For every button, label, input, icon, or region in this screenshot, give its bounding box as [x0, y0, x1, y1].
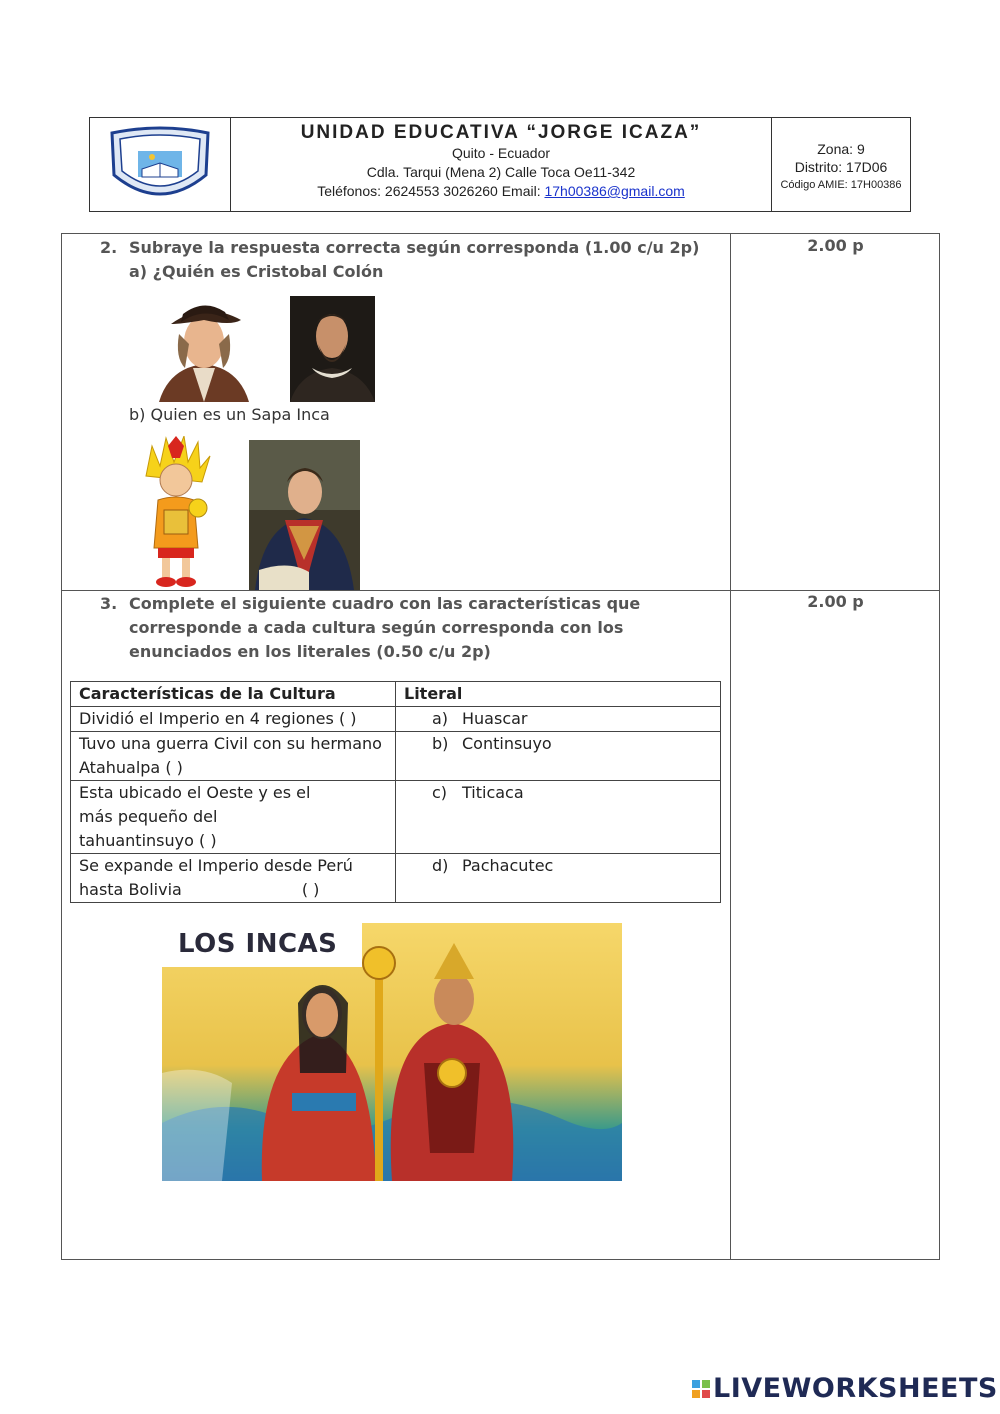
literal-cell	[396, 854, 721, 903]
characteristic-cell[interactable]: Esta ubicado el Oeste y es el más pequeño del tahuantinsuyo ( )	[71, 781, 396, 854]
school-city: Quito - Ecuador	[451, 145, 551, 161]
liveworksheets-brand: LIVEWORKSHEETS	[713, 1373, 998, 1404]
header-characteristics: Características de la Cultura	[71, 682, 396, 707]
characteristic-text: Se expande el Imperio desde Perú hasta Bolivia	[79, 856, 353, 899]
table-row	[71, 707, 721, 732]
phones-label: Teléfonos: 2624553 3026260 Email:	[317, 183, 545, 199]
zona-label: Zona: 9	[817, 141, 865, 157]
question-3-text: Complete el siguiente cuadro con las características que corresponde a cada cultura según corresponda con los enunciados en los literales (0.50 c/u 2p)	[129, 594, 641, 661]
question-3-number: 3.	[100, 594, 118, 613]
literal-cell	[396, 707, 721, 732]
characteristics-table	[70, 681, 721, 903]
question-2-number: 2.	[100, 238, 118, 257]
school-logo	[108, 125, 212, 205]
columbus-portrait-image[interactable]	[149, 298, 259, 402]
literal-letter: d)	[432, 856, 449, 875]
school-name: UNIDAD EDUCATIVA “JORGE ICAZA”	[300, 122, 702, 143]
literal-letter: b)	[432, 734, 449, 753]
table-row	[71, 732, 721, 781]
liveworksheets-icon	[692, 1380, 710, 1398]
table-row	[71, 781, 721, 854]
school-logo-cell	[90, 118, 231, 211]
table-header-row	[71, 682, 721, 707]
question-2b: b) Quien es un Sapa Inca	[129, 405, 330, 424]
poster-title: LOS INCAS	[178, 929, 338, 959]
question-3-points: 2.00 p	[807, 592, 864, 611]
literal-cell	[396, 781, 721, 854]
worksheet-table	[61, 233, 940, 1260]
school-contact	[231, 182, 771, 201]
question-2-text: Subraye la respuesta correcta según corresponda (1.00 c/u 2p)	[129, 238, 700, 257]
question-2a: a) ¿Quién es Cristobal Colón	[129, 262, 384, 281]
question-2-points: 2.00 p	[807, 236, 864, 255]
email-link[interactable]: 17h00386@gmail.com	[544, 183, 685, 199]
characteristic-cell[interactable]: Tuvo una guerra Civil con su hermano Atahualpa ( )	[71, 732, 396, 781]
amie-label: Código AMIE: 17H00386	[780, 179, 902, 191]
cartoon-inca-image[interactable]	[140, 436, 212, 588]
distrito-label: Distrito: 17D06	[794, 159, 888, 175]
answer-blank: ( )	[301, 880, 320, 899]
school-header	[89, 117, 911, 212]
literal-value: Continsuyo	[462, 734, 552, 753]
literal-letter: a)	[432, 709, 449, 728]
literal-value: Pachacutec	[462, 856, 554, 875]
liveworksheets-logo[interactable]	[692, 1373, 998, 1404]
king-portrait-image[interactable]	[249, 440, 360, 590]
literal-value: Titicaca	[462, 783, 524, 802]
header-literal: Literal	[396, 682, 721, 707]
magellan-portrait-image[interactable]	[290, 296, 375, 402]
row-divider	[62, 590, 939, 591]
table-row	[71, 854, 721, 903]
school-info	[231, 118, 772, 211]
literal-value: Huascar	[462, 709, 528, 728]
literal-cell	[396, 732, 721, 781]
literal-letter: c)	[432, 783, 448, 802]
column-divider	[730, 234, 731, 1259]
school-address: Cdla. Tarqui (Mena 2) Calle Toca Oe11-342	[366, 164, 636, 180]
characteristic-cell[interactable]	[71, 854, 396, 903]
los-incas-poster-image[interactable]	[162, 923, 622, 1181]
school-codes	[772, 118, 910, 211]
characteristic-cell[interactable]: Dividió el Imperio en 4 regiones ( )	[71, 707, 396, 732]
